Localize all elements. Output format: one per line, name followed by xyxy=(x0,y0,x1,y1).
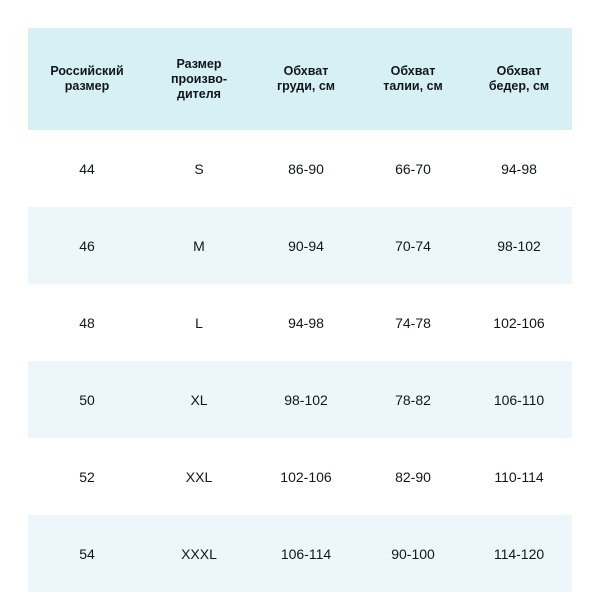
cell-waist: 70-74 xyxy=(360,207,466,284)
cell-waist: 90-100 xyxy=(360,515,466,592)
table-body xyxy=(28,130,572,592)
header-line: размер xyxy=(64,79,110,93)
table-row xyxy=(28,130,572,207)
header-row xyxy=(28,28,572,130)
header-line: Размер xyxy=(176,56,222,71)
cell-chest: 86-90 xyxy=(252,130,360,207)
cell-hips: 110-114 xyxy=(466,438,572,515)
table-row xyxy=(28,515,572,592)
cell-waist: 82-90 xyxy=(360,438,466,515)
header-line: талии, см xyxy=(383,79,443,93)
cell-russian-size: 54 xyxy=(28,515,146,592)
cell-waist: 66-70 xyxy=(360,130,466,207)
cell-manufacturer-size: XXXL xyxy=(146,515,252,592)
table-row xyxy=(28,438,572,515)
cell-chest: 94-98 xyxy=(252,284,360,361)
header-line: груди, см xyxy=(276,79,336,93)
column-header-manufacturer-size xyxy=(146,28,252,130)
cell-waist: 78-82 xyxy=(360,361,466,438)
table-row xyxy=(28,207,572,284)
cell-manufacturer-size: XXL xyxy=(146,438,252,515)
header-line: произво- xyxy=(170,71,228,86)
size-chart-table xyxy=(28,28,572,592)
header-line: Российский xyxy=(50,64,124,78)
cell-russian-size: 48 xyxy=(28,284,146,361)
cell-russian-size: 52 xyxy=(28,438,146,515)
cell-chest: 90-94 xyxy=(252,207,360,284)
header-line: Обхват xyxy=(496,64,542,78)
cell-hips: 106-110 xyxy=(466,361,572,438)
cell-hips: 98-102 xyxy=(466,207,572,284)
header-line: бедер, см xyxy=(488,79,550,93)
cell-manufacturer-size: M xyxy=(146,207,252,284)
column-header-hips xyxy=(466,28,572,130)
cell-chest: 102-106 xyxy=(252,438,360,515)
table-row xyxy=(28,284,572,361)
cell-russian-size: 50 xyxy=(28,361,146,438)
cell-hips: 102-106 xyxy=(466,284,572,361)
column-header-russian-size xyxy=(28,28,146,130)
cell-manufacturer-size: XL xyxy=(146,361,252,438)
cell-manufacturer-size: L xyxy=(146,284,252,361)
cell-chest: 106-114 xyxy=(252,515,360,592)
column-header-waist xyxy=(360,28,466,130)
cell-russian-size: 44 xyxy=(28,130,146,207)
cell-chest: 98-102 xyxy=(252,361,360,438)
header-line: Обхват xyxy=(390,64,436,78)
header-line: Обхват xyxy=(283,64,329,78)
header-line: дителя xyxy=(177,86,221,101)
cell-hips: 114-120 xyxy=(466,515,572,592)
table-row xyxy=(28,361,572,438)
cell-waist: 74-78 xyxy=(360,284,466,361)
cell-manufacturer-size: S xyxy=(146,130,252,207)
cell-russian-size: 46 xyxy=(28,207,146,284)
column-header-chest xyxy=(252,28,360,130)
cell-hips: 94-98 xyxy=(466,130,572,207)
table-header xyxy=(28,28,572,130)
